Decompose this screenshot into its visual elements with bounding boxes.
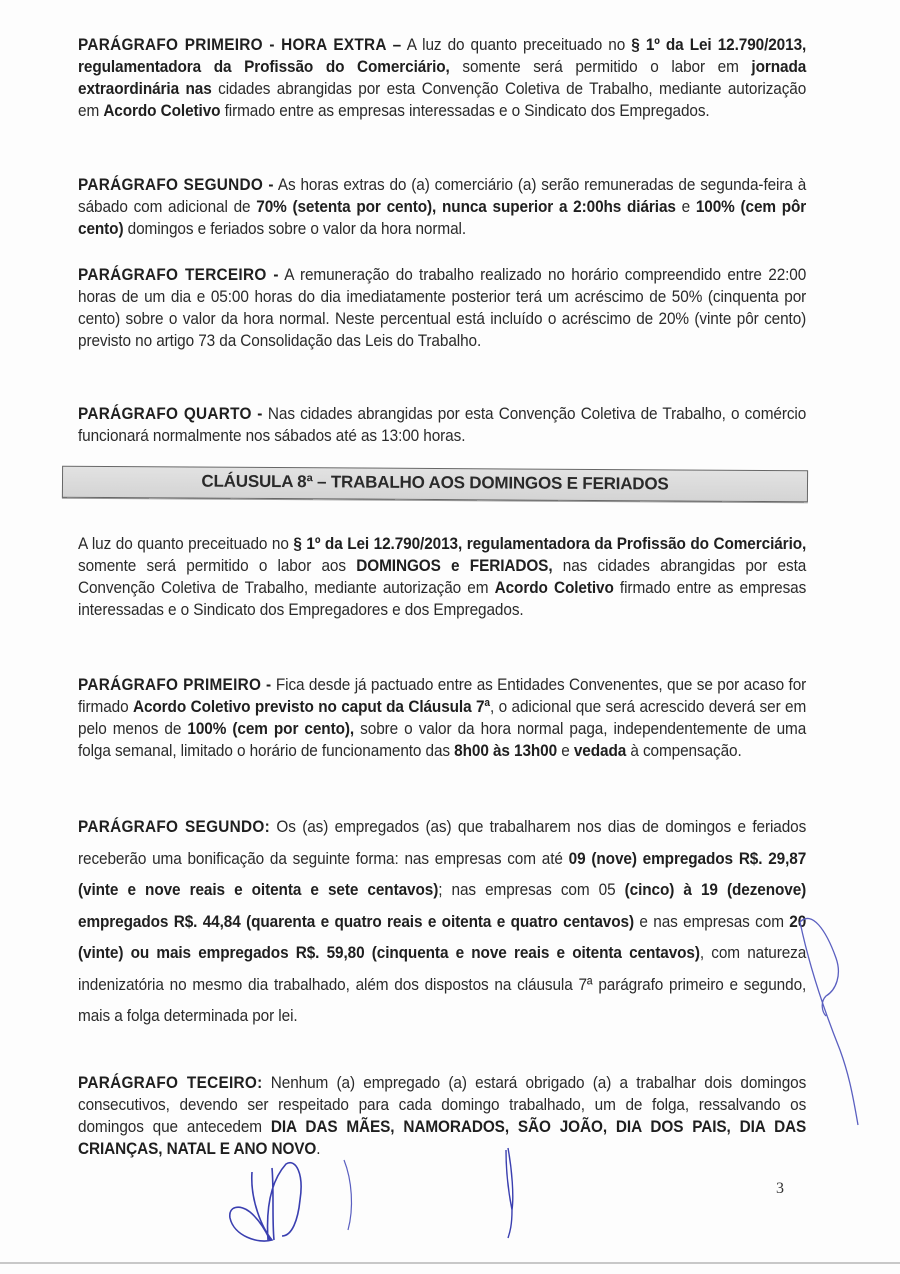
paragraph-terceiro-noturno	[78, 264, 806, 352]
signature-margin-loop	[800, 918, 858, 1125]
text: somente será permitido o labor aos	[78, 557, 357, 575]
bold-text: DOMINGOS e FERIADOS,	[356, 557, 553, 575]
text: nas cidades abrangidas por esta Convenção Coletiva de Trabalho, mediante autorização em	[78, 557, 807, 597]
bold-text: Acordo Coletivo previsto no caput da Cláusula 7ª	[132, 698, 491, 716]
paragraph-heading: PARÁGRAFO PRIMEIRO - HORA EXTRA –	[78, 36, 402, 54]
bold-text: vedada	[573, 742, 627, 760]
paragraph-heading: PARÁGRAFO TERCEIRO -	[78, 266, 279, 284]
paragraph-heading: PARÁGRAFO SEGUNDO -	[78, 176, 274, 194]
bold-text: DIA DAS MÃES, NAMORADOS, SÃO JOÃO, DIA DOS PAIS, DIA DAS CRIANÇAS, NATAL E ANO NOVO	[78, 1118, 807, 1158]
signature-initials-left	[230, 1163, 301, 1241]
paragraph-quarto-sabados	[78, 403, 806, 447]
text: As horas extras do (a) comerciário (a) serão remuneradas de segunda-feira à sábado com adicional de	[78, 176, 807, 216]
signature-stroke-middle	[344, 1160, 351, 1230]
paragraph-primeiro-hora-extra	[78, 34, 806, 122]
bold-text: jornada extraordinária nas	[78, 58, 807, 98]
clause-8-intro	[78, 533, 806, 621]
paragraph-segundo-horas-extras	[78, 174, 806, 240]
signature-stroke-right	[506, 1148, 513, 1238]
text: A luz do quanto preceituado no	[78, 535, 294, 553]
text: domingos e feriados sobre o valor da hora normal.	[123, 220, 466, 238]
text: ; nas empresas com 05	[438, 881, 625, 899]
text: sobre o valor da hora normal paga, independentemente de uma folga semanal, limitado o horário de funcionamento das	[78, 720, 807, 760]
bold-text: Acordo Coletivo	[494, 579, 614, 597]
paragraph-heading: PARÁGRAFO QUARTO -	[78, 405, 263, 423]
text: e	[557, 742, 574, 760]
clause-8-paragraph-segundo	[78, 812, 806, 1033]
clause-8-title: CLÁUSULA 8ª – TRABALHO AOS DOMINGOS E FERIADOS	[201, 471, 669, 494]
bold-text: (cinco) à 19 (dezenove) empregados R$. 44,84 (quarenta e quatro reais e oitenta e quatro centavos)	[78, 881, 807, 931]
text: Nenhum (a) empregado (a) estará obrigado (a) a trabalhar dois domingos consecutivos, devendo ser respeitado para cada domingo trabalhado, um de folga, ressalvando os domingos que antecedem	[78, 1074, 807, 1136]
paragraph-heading: PARÁGRAFO SEGUNDO:	[78, 818, 270, 836]
text: cidades abrangidas por esta Convenção Coletiva de Trabalho, mediante autorização em	[78, 80, 807, 120]
text: , com natureza indenizatória no mesmo dia trabalhado, além dos dispostos na cláusula 7ª parágrafo primeiro e segundo, mais a folga determinada por lei.	[78, 944, 807, 1025]
paragraph-heading: PARÁGRAFO TECEIRO:	[78, 1074, 263, 1092]
bold-text: Acordo Coletivo	[103, 102, 221, 120]
bold-text: 8h00 às 13h00	[454, 742, 558, 760]
text: Os (as) empregados (as) que trabalharem nos dias de domingos e feriados receberão uma bonificação da seguinte forma: nas empresas com até	[78, 818, 807, 868]
text: e nas empresas com	[633, 912, 790, 931]
text: à compensação.	[626, 742, 742, 760]
text: A remuneração do trabalho realizado no horário compreendido entre 22:00 horas de um dia e 05:00 horas do dia imediatamente posterior terá um acréscimo de 50% (cinquenta por cento) sobre o valor da hora normal. Neste percentual está incluído o acréscimo de 20% (vinte pôr cento) previsto no artigo 73 da Consolidação das Leis do Trabalho.	[78, 266, 807, 350]
bold-text: § 1º da Lei 12.790/2013, regulamentadora da Profissão do Comerciário,	[78, 36, 807, 76]
paragraph-heading: PARÁGRAFO PRIMEIRO -	[78, 676, 272, 694]
scan-bottom-edge	[0, 1262, 900, 1264]
bold-text: 100% (cem por cento),	[187, 720, 355, 738]
bold-text: § 1º da Lei 12.790/2013, regulamentadora da Profissão do Comerciário,	[293, 535, 807, 553]
clause-8-paragraph-primeiro	[78, 674, 806, 762]
text: somente será permitido o labor em	[449, 58, 752, 76]
bold-text: 20 (vinte) ou mais empregados R$. 59,80 (cinquenta e nove reais e oitenta centavos)	[78, 912, 807, 962]
text: Nas cidades abrangidas por esta Convenção Coletiva de Trabalho, o comércio funcionará normalmente nos sábados até as 13:00 horas.	[78, 405, 807, 445]
text: A luz do quanto preceituado no	[401, 36, 632, 54]
page-number: 3	[776, 1180, 784, 1197]
text: , o adicional que será acrescido deverá ser em pelo menos de	[78, 698, 807, 738]
bold-text: 70% (setenta por cento), nunca superior a 2:00hs diárias	[256, 198, 676, 216]
bold-text: 100% (cem pôr cento)	[78, 198, 807, 238]
text: firmado entre as empresas interessadas e o Sindicato dos Empregados.	[220, 102, 710, 120]
text: .	[316, 1140, 321, 1158]
clause-8-title-box	[62, 466, 808, 503]
bold-text: 09 (nove) empregados R$. 29,87 (vinte e nove reais e oitenta e sete centavos)	[78, 849, 807, 899]
text: firmado entre as empresas interessadas e o Sindicato dos Empregadores e dos Empregados.	[78, 579, 807, 619]
text: Fica desde já pactuado entre as Entidades Convenentes, que se por acaso for firmado	[78, 676, 807, 716]
clause-8-paragraph-terceiro	[78, 1072, 806, 1160]
text: e	[675, 198, 696, 216]
